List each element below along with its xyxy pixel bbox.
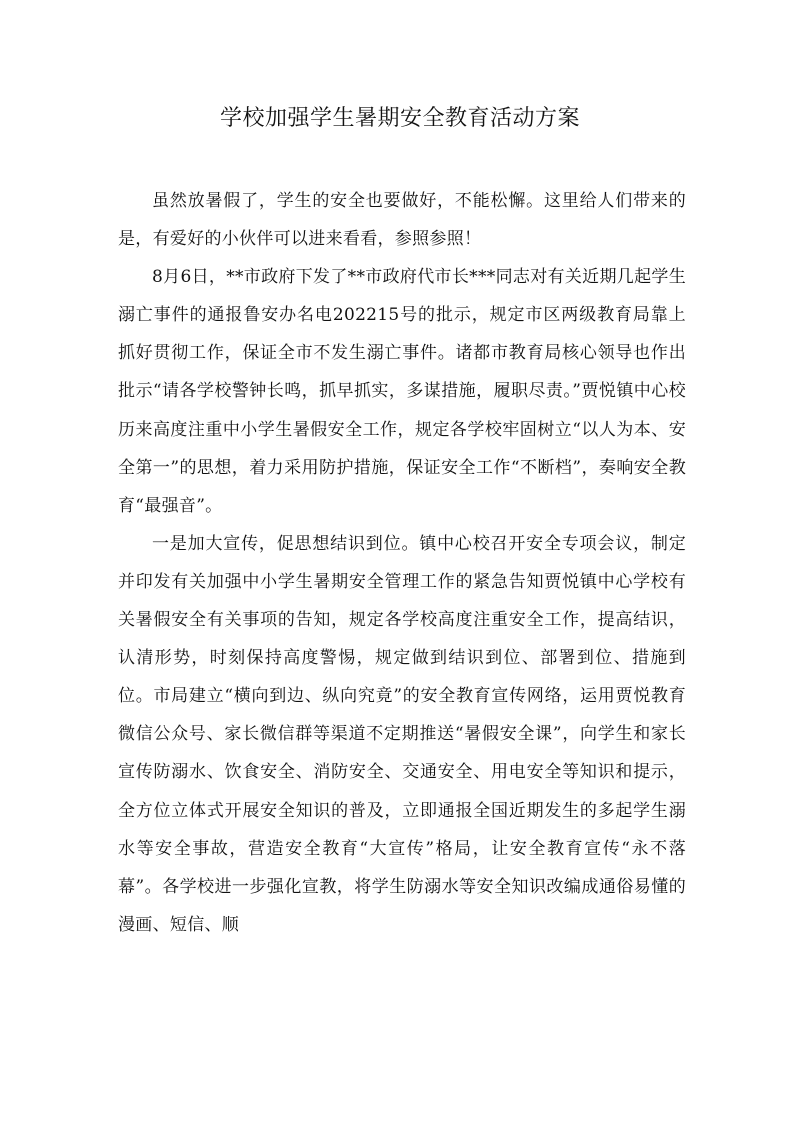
document-body — [118, 182, 686, 944]
document-title: 学校加强学生暑期安全教育活动方案 — [219, 106, 580, 131]
paragraph-publicity: 一是加大宣传，促思想结识到位。镇中心校召开安全专项会议，制定并印发有关加强中小学生暑期安全管理工作的紧急告知贾悦镇中心学校有关暑假安全有关事项的告知，规定各学校高度注重安全工作，提高结识，认清形势，时刻保持高度警惕，规定做到结识到位、部署到位、措施到位。市局建立“横向到边、纵向究竟”的安全教育宣传网络，运用贾悦教育微信公众号、家长微信群等渠道不定期推送“暑假安全课”，向学生和家长宣传防溺水、饮食安全、消防安全、交通安全、用电安全等知识和提示，全方位立体式开展安全知识的普及，立即通报全国近期发生的多起学生溺水等安全事故，营造安全教育“大宣传”格局，让安全教育宣传“永不落幕”。各学校进一步强化宣教，将学生防溺水等安全知识改编成通俗易懂的漫画、短信、顺 — [118, 533, 686, 935]
paragraph-background: 8月6日，**市政府下发了**市政府代市长***同志对有关近期几起学生溺亡事件的通报鲁安办名电202215号的批示，规定市区两级教育局靠上抓好贯彻工作，保证全市不发生溺亡事件。诸都市教育局核心领导也作出批示“请各学校警钟长鸣，抓早抓实，多谋措施，履职尽责。”贾悦镇中心校历来高度注重中小学生暑假安全工作，规定各学校牢固树立“以人为本、安全第一”的思想，着力采用防护措施，保证安全工作“不断档”，奏响安全教育“最强音”。 — [118, 267, 686, 516]
paragraph-intro: 虽然放暑假了，学生的安全也要做好，不能松懈。这里给人们带来的是，有爱好的小伙伴可以进来看看，参照参照！ — [118, 191, 686, 250]
